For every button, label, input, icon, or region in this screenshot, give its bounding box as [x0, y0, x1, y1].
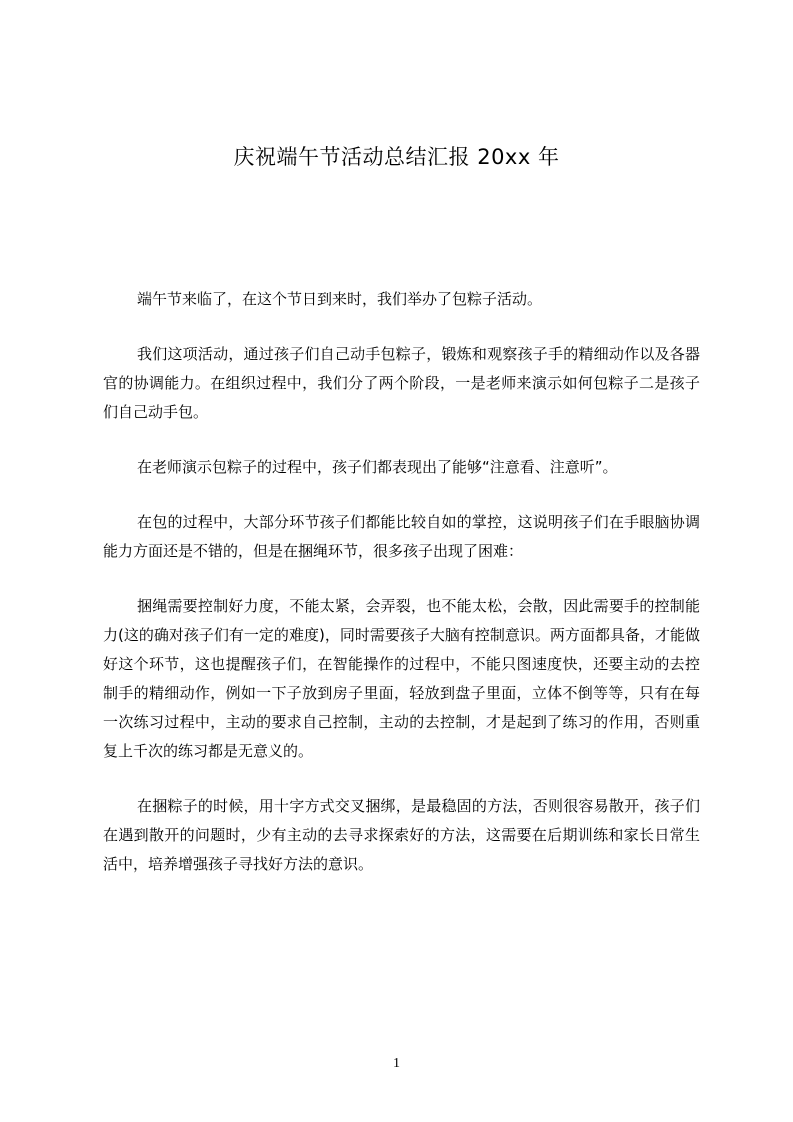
document-body	[103, 285, 700, 905]
paragraph-intro: 端午节来临了，在这个节日到来时，我们举办了包粽子活动。	[137, 290, 543, 308]
page-number: 1	[393, 1056, 400, 1071]
paragraph-teacher-demo: 在老师演示包粽子的过程中，孩子们都表现出了能够“注意看、注意听”。	[137, 458, 618, 476]
paragraph-wrapping-process: 在包的过程中，大部分环节孩子们都能比较自如的掌控，这说明孩子们在手眼脑协调能力方面还是不错的，但是在捆绳环节，很多孩子出现了困难：	[103, 513, 700, 560]
paragraph-tying-difficulty: 捆绳需要控制好力度，不能太紧，会弄裂，也不能太松，会散，因此需要手的控制能力(这的确对孩子们有一定的难度)，同时需要孩子大脑有控制意识。两方面都具备，才能做好这个环节，这也提醒孩子们，在智能操作的过程中，不能只图速度快，还要主动的去控制手的精细动作，例如一下子放到房子里面，轻放到盘子里面，立体不倒等等，只有在每一次练习过程中，主动的要求自己控制，主动的去控制，才是起到了练习的作用，否则重复上千次的练习都是无意义的。	[103, 597, 700, 760]
paragraph-conclusion: 在捆粽子的时候，用十字方式交叉捆绑，是最稳固的方法，否则很容易散开，孩子们在遇到散开的问题时，少有主动的去寻求探索好的方法，这需要在后期训练和家长日常生活中，培养增强孩子寻找好方法的意识。	[103, 797, 700, 873]
document-title: 庆祝端午节活动总结汇报 20xx 年	[233, 145, 560, 169]
paragraph-activity-purpose: 我们这项活动，通过孩子们自己动手包粽子，锻炼和观察孩子手的精细动作以及各器官的协调能力。在组织过程中，我们分了两个阶段，一是老师来演示如何包粽子二是孩子们自己动手包。	[103, 345, 700, 421]
